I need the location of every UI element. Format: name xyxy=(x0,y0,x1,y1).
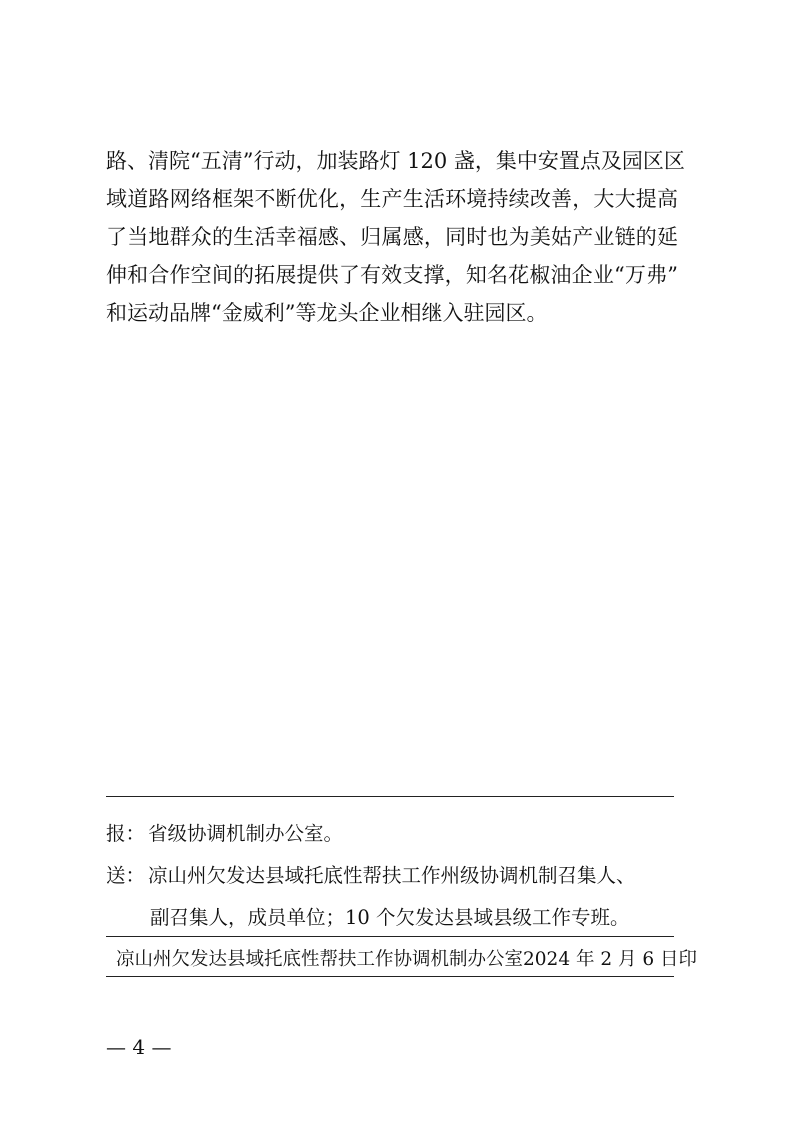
body-line-3: 了当地群众的生活幸福感、归属感，同时也为美姑产业链的延 xyxy=(106,225,678,249)
imprint-line xyxy=(116,945,698,971)
issuing-office: 凉山州欠发达县域托底性帮扶工作协调机制办公室 xyxy=(116,949,524,970)
imprint-top-rule xyxy=(106,936,674,937)
send-recipients-line-2: 副召集人，成员单位；10 个欠发达县域县级工作专班。 xyxy=(150,906,630,929)
body-line-1: 路、清院“五清”行动，加装路灯 120 盏，集中安置点及园区区 xyxy=(106,149,685,173)
send-recipients-line-1: 凉山州欠发达县域托底性帮扶工作州级协调机制召集人、 xyxy=(148,864,636,887)
body-paragraph xyxy=(106,142,685,332)
send-to-line-continued xyxy=(150,902,674,930)
page-number: — 4 — xyxy=(106,1035,172,1059)
send-label: 送： xyxy=(106,864,146,887)
report-recipients: 省级协调机制办公室。 xyxy=(148,822,344,845)
imprint-bottom-rule xyxy=(106,976,674,977)
distribution-top-rule xyxy=(106,796,674,797)
print-date: 2024 年 2 月 6 日印 xyxy=(523,949,698,970)
report-label: 报： xyxy=(106,822,146,845)
body-line-4: 伸和合作空间的拓展提供了有效支撑，知名花椒油企业“万弗” xyxy=(106,263,678,287)
body-line-2: 域道路网络框架不断优化，生产生活环境持续改善，大大提高 xyxy=(106,187,678,211)
report-to-line xyxy=(106,818,674,846)
send-to-line xyxy=(106,860,674,888)
body-line-5: 和运动品牌“金威利”等龙头企业相继入驻园区。 xyxy=(106,301,548,325)
